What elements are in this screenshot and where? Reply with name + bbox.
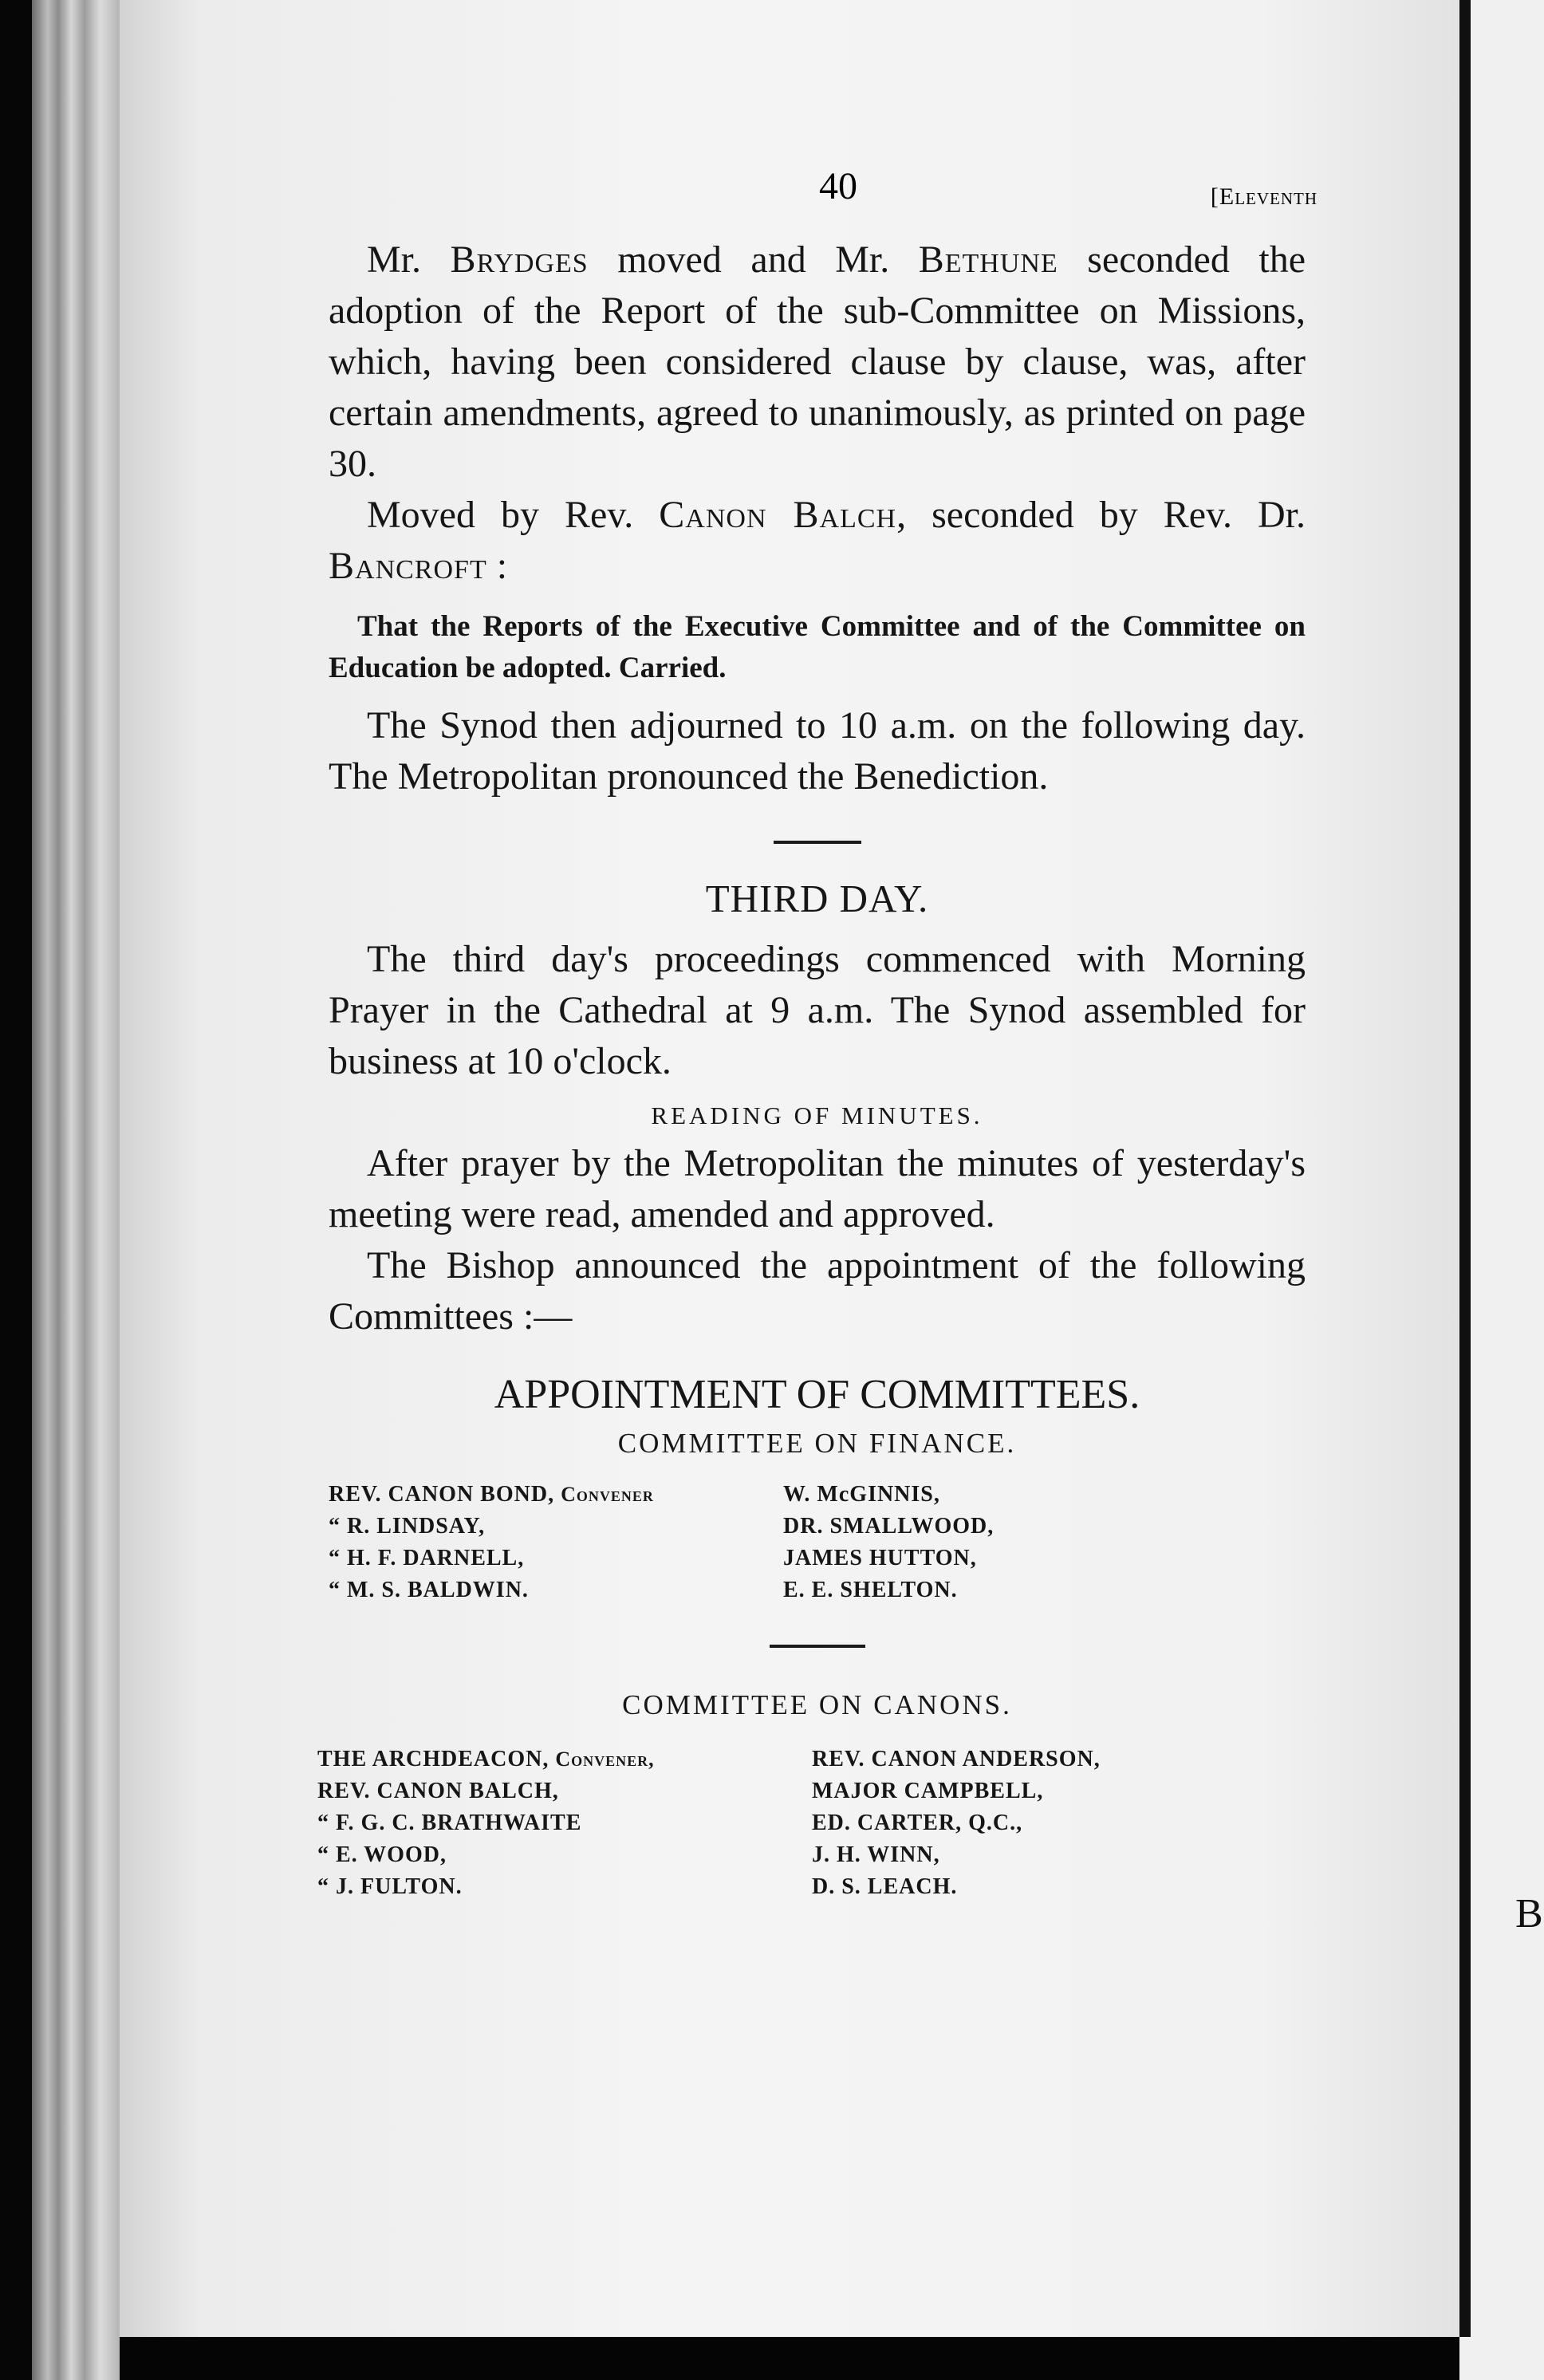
appointment-heading: APPOINTMENT OF COMMITTEES. xyxy=(494,1372,1140,1417)
running-head: [Eleventh xyxy=(1210,183,1318,210)
canons-committee-heading: COMMITTEE ON CANONS. xyxy=(622,1689,1012,1720)
minutes-text-top xyxy=(317,234,1306,1903)
member-name: “ J. FULTON. xyxy=(317,1874,463,1899)
finance-left-column xyxy=(329,1479,783,1606)
page-gutter-shadow xyxy=(1459,0,1471,2337)
member-name: “ M. S. BALDWIN. xyxy=(329,1578,529,1602)
member-name: D. S. LEACH. xyxy=(812,1874,958,1899)
third-day-paragraph: The third day's proceedings commenced with Morning Prayer in the Cathedral at 9 a.m. The Synod assembled for business at 10 o'clock. xyxy=(329,938,1306,1082)
finance-committee-members xyxy=(329,1479,1306,1606)
p1-text-3: seconded the adoption of the Report of the sub-Committee on Missions, which, having been considered clause by clause, was, after certain amendments, agreed to unanimously, as printed on page 30. xyxy=(329,238,1306,485)
page-header xyxy=(329,164,1318,212)
finance-convener-role: Convener xyxy=(561,1483,654,1506)
facing-page-edge xyxy=(1459,0,1544,2380)
finance-right-column xyxy=(783,1479,994,1606)
member-name: DR. SMALLWOOD, xyxy=(783,1514,995,1539)
balch-motion-paragraph xyxy=(329,490,1306,592)
resolution-text: That the Reports of the Executive Committee and of the Committee on Education be adopted. Carried. xyxy=(329,610,1306,684)
brydges-motion-paragraph xyxy=(329,234,1306,490)
member-name: “ F. G. C. BRATHWAITE xyxy=(317,1811,582,1835)
canons-left-column xyxy=(317,1744,812,1903)
p1-text-2: moved and Mr. xyxy=(588,238,919,281)
member-name: ED. CARTER, Q.C., xyxy=(812,1811,1023,1835)
facing-page-letter: B xyxy=(1515,1891,1543,1937)
p2-text-3: : xyxy=(486,545,508,587)
name-bancroft: Bancroft xyxy=(329,545,487,587)
member-name: J. H. WINN, xyxy=(812,1842,940,1867)
member-name: “ E. WOOD, xyxy=(317,1842,447,1867)
member-name: E. E. SHELTON. xyxy=(783,1578,958,1602)
p1-text-1: Mr. xyxy=(367,238,451,281)
member-name: JAMES HUTTON, xyxy=(783,1546,977,1570)
member-name: MAJOR CAMPBELL, xyxy=(812,1779,1044,1803)
canons-convener xyxy=(317,1744,812,1775)
p2-text-2: , seconded by Rev. Dr. xyxy=(896,494,1306,536)
name-bethune: Bethune xyxy=(918,238,1058,281)
member-name: W. McGINNIS, xyxy=(783,1482,940,1507)
bottom-shadow xyxy=(120,2337,1459,2380)
reading-of-minutes-heading: READING OF MINUTES. xyxy=(651,1101,983,1129)
name-brydges: Brydges xyxy=(450,238,589,281)
third-day-heading: THIRD DAY. xyxy=(705,877,929,920)
finance-committee-heading: COMMITTEE ON FINANCE. xyxy=(617,1428,1017,1459)
canons-convener-role: Convener, xyxy=(555,1748,655,1771)
minutes-approved-paragraph: After prayer by the Metropolitan the minutes of yesterday's meeting were read, amended and approved. xyxy=(329,1142,1306,1235)
committees-announcement-paragraph: The Bishop announced the appointment of the following Committees :— xyxy=(329,1244,1306,1338)
canons-committee-members xyxy=(317,1744,1306,1903)
member-name: REV. CANON ANDERSON, xyxy=(812,1747,1101,1771)
finance-convener-name: REV. CANON BOND, xyxy=(329,1482,561,1507)
member-name: “ R. LINDSAY, xyxy=(329,1514,486,1539)
member-name: REV. CANON BALCH, xyxy=(317,1779,559,1803)
canons-right-column xyxy=(812,1744,1101,1903)
adjournment-paragraph: The Synod then adjourned to 10 a.m. on the following day. The Metropolitan pronounced the Benediction. xyxy=(329,704,1306,798)
canons-convener-name: THE ARCHDEACON, xyxy=(317,1747,556,1771)
name-canon-balch: Canon Balch xyxy=(659,494,897,536)
book-spine-edge xyxy=(32,0,120,2380)
p2-text-1: Moved by Rev. xyxy=(367,494,660,536)
page-number: 40 xyxy=(819,165,857,207)
member-name: “ H. F. DARNELL, xyxy=(329,1546,525,1570)
finance-convener xyxy=(329,1479,783,1511)
